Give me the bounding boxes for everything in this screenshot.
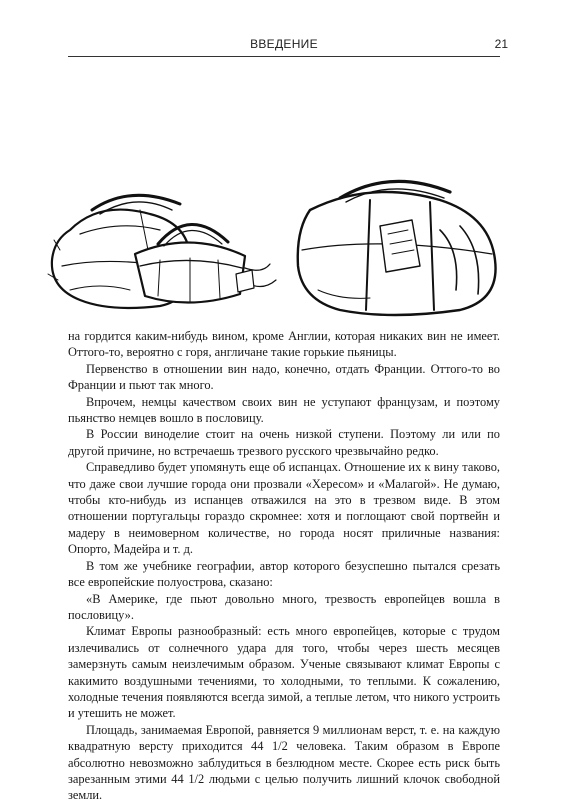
luggage-illustration — [40, 170, 510, 320]
paragraph: Первенство в отношении вин надо, конечно, отдать Франции. Оттого-то во Франции и пьют так много. — [68, 361, 500, 393]
header-divider — [68, 56, 500, 57]
paragraph: Впрочем, немцы качеством своих вин не уступают французам, и поэтому пьянство немцев вошло в пословицу. — [68, 394, 500, 426]
page-number: 21 — [494, 37, 508, 51]
travel-bag-drawing — [298, 181, 496, 315]
body-text — [68, 328, 500, 804]
paragraph: В том же учебнике географии, автор которого безуспешно пытался срезать все европейские полуострова, сказано: — [68, 558, 500, 590]
paragraph: Справедливо будет упомянуть еще об испанцах. Отношение их к вину таково, что даже свои лучшие города они прозвали «Хересом» и «Малагой». Не думаю, чтобы кто-нибудь из испанцев отважился на это в трезвом виде. В этом отношении португальцы гораздо скромнее: хотя и поглощают свой портвейн и мадеру в неимоверном количестве, но города носят приличные названия: Опорто, Мадейра и т. д. — [68, 460, 500, 557]
section-title: ВВЕДЕНИЕ — [250, 37, 318, 51]
paragraph: на гордится каким-нибудь вином, кроме Англии, которая никаких вин не имеет. Оттого-то, вероятно с горя, англичане такие горькие пьяницы. — [68, 329, 500, 360]
paragraph: Площадь, занимаемая Европой, равняется 9 миллионам верст, т. е. на каждую квадратную версту приходится 44 1/2 человека. Таким образом в Европе абсолютно невозможно заблудиться в безлюдном месте. Скорее есть риск быть зарезанным этими 44 1/2 людьми с целью получить лишний клочок свободной земли. — [68, 722, 500, 803]
paragraph: В России виноделие стоит на очень низкой ступени. Поэтому ли или по другой причине, но встречаешь трезвого русского чрезвычайно редко. — [68, 427, 500, 458]
quote-paragraph: «В Америке, где пьют довольно много, трезвость европейцев вошла в пословицу». — [68, 591, 500, 622]
paragraph: Климат Европы разнообразный: есть много европейцев, которые с трудом излечивались от солнечного удара для того, чтобы через шесть месяцев замерзнуть самым неизлечимым образом. Ученые связывают климат Европы с какимито воздушными течениями, то холодными, то теплыми. К сожалению, холодные течения появляются всегда зимой, а теплые летом, что никого устроить и утешить не может. — [68, 624, 500, 721]
running-head — [68, 36, 508, 54]
